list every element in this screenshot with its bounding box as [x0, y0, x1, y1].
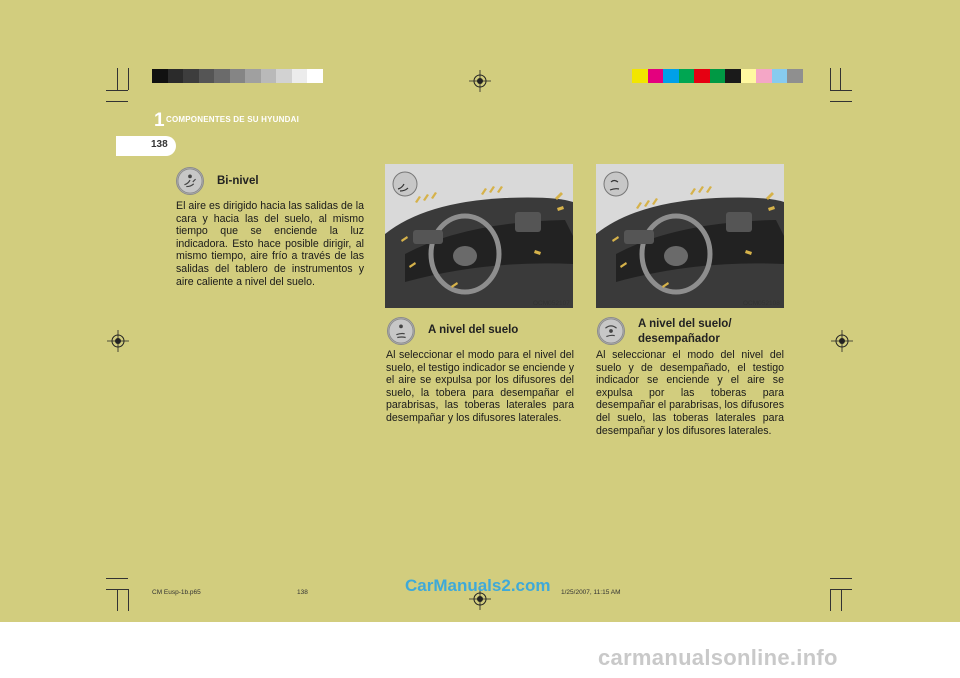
- crop-mark: [841, 589, 842, 611]
- dashboard-illustration: [596, 164, 784, 308]
- section-text-floor: Al seleccionar el modo para el nivel del suelo, el testigo indicador se enciende y el aire se expulsa por los difusores del suelo, la tobera para desempañar el parabrisas, las toberas laterales para desempañar y los difusores laterales.: [386, 349, 574, 424]
- crop-mark: [117, 68, 118, 90]
- crop-mark: [128, 68, 129, 90]
- calibration-swatch: [679, 69, 695, 83]
- crop-mark: [830, 578, 852, 579]
- registration-mark-icon: [469, 70, 491, 92]
- chapter-title: COMPONENTES DE SU HYUNDAI: [166, 115, 300, 124]
- crop-mark: [128, 589, 129, 611]
- calibration-swatch: [725, 69, 741, 83]
- vent-mode-icon: [597, 317, 625, 345]
- crop-mark: [106, 578, 128, 579]
- gray-calibration-bar: [152, 69, 323, 83]
- section-title-floor: A nivel del suelo: [428, 324, 519, 336]
- footer-page-number: 138: [297, 589, 308, 596]
- calibration-swatch: [663, 69, 679, 83]
- calibration-swatch: [199, 69, 215, 83]
- calibration-swatch: [261, 69, 277, 83]
- calibration-swatch: [152, 69, 168, 83]
- section-title-bilevel: Bi-nivel: [217, 175, 259, 187]
- calibration-swatch: [292, 69, 308, 83]
- page-number: 138: [151, 139, 168, 150]
- dashboard-illustration: [385, 164, 573, 308]
- color-calibration-bar: [632, 69, 803, 83]
- calibration-swatch: [756, 69, 772, 83]
- vent-mode-icon: [176, 167, 204, 195]
- footer-timestamp: 1/25/2007, 11:15 AM: [561, 589, 621, 596]
- calibration-swatch: [694, 69, 710, 83]
- calibration-swatch: [710, 69, 726, 83]
- crop-mark: [117, 589, 118, 611]
- crop-mark: [840, 68, 841, 90]
- calibration-swatch: [648, 69, 664, 83]
- crop-mark: [830, 589, 831, 611]
- watermark-carmanualsonline[interactable]: carmanualsonline.info: [598, 645, 838, 670]
- calibration-swatch: [307, 69, 323, 83]
- chapter-number: 1: [154, 110, 165, 131]
- dashboard-airflow-figure: [385, 164, 573, 308]
- vent-mode-icon: [387, 317, 415, 345]
- section-title-floor-defrost-line2: desempañador: [638, 333, 720, 345]
- section-title-floor-defrost-line1: A nivel del suelo/: [638, 318, 732, 330]
- calibration-swatch: [741, 69, 757, 83]
- crop-mark: [830, 101, 852, 102]
- figure-code: OCM052107: [533, 300, 570, 307]
- calibration-swatch: [772, 69, 788, 83]
- calibration-swatch: [632, 69, 648, 83]
- dashboard-airflow-figure: [596, 164, 784, 308]
- crop-mark: [106, 101, 128, 102]
- registration-mark-icon: [831, 330, 853, 352]
- crop-mark: [106, 90, 128, 91]
- calibration-swatch: [230, 69, 246, 83]
- crop-mark: [830, 68, 831, 90]
- watermark-carmanuals2[interactable]: CarManuals2.com: [405, 576, 551, 595]
- section-text-bilevel: El aire es dirigido hacia las salidas de la cara y hacia las del suelo, al mismo tiempo que se enciende la luz indicadora. Esto hace posible dirigir, al mismo tiempo, aire frío a través de las salidas del tablero de instrumentos y aire caliente a nivel del suelo.: [176, 200, 364, 288]
- figure-code: OCM052108: [743, 300, 780, 307]
- footer-file-name: CM Eusp-1b.p65: [152, 589, 201, 596]
- calibration-swatch: [183, 69, 199, 83]
- calibration-swatch: [787, 69, 803, 83]
- crop-mark: [830, 90, 852, 91]
- calibration-swatch: [245, 69, 261, 83]
- calibration-swatch: [168, 69, 184, 83]
- calibration-swatch: [276, 69, 292, 83]
- registration-mark-icon: [107, 330, 129, 352]
- calibration-swatch: [214, 69, 230, 83]
- section-text-floor-defrost: Al seleccionar el modo del nivel del suelo y de desempañado, el testigo indicador se enciende y el aire se expulsa por las toberas para desempañar el parabrisas, los difusores del suelo, las toberas laterales para desempañar y los difusores laterales.: [596, 349, 784, 437]
